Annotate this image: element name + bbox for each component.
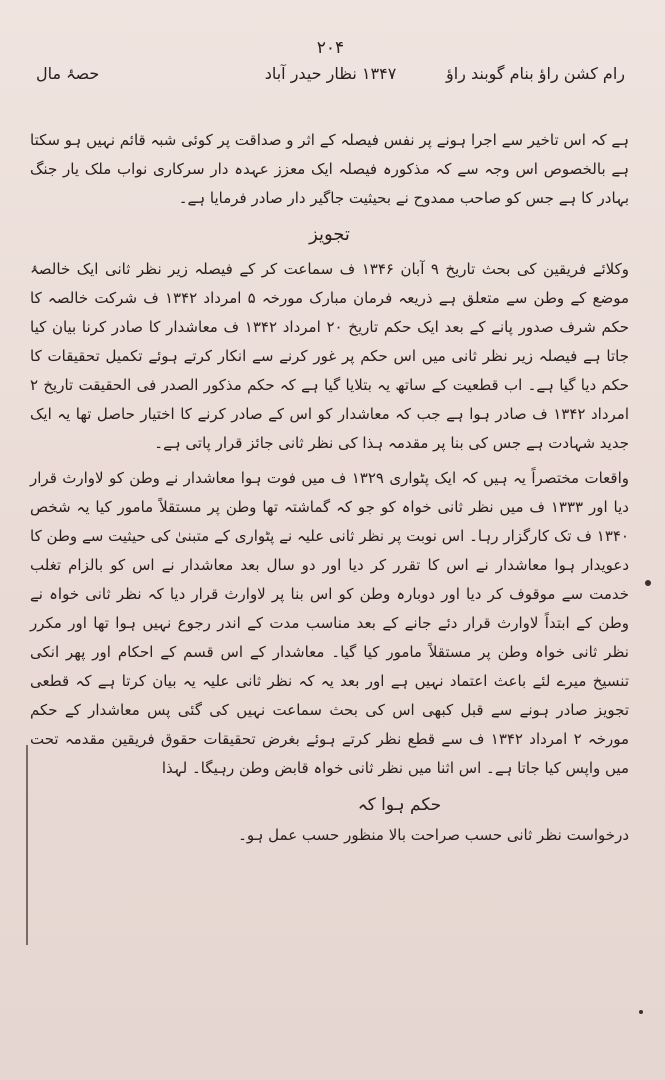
section-heading-judgment: تجویز — [309, 224, 350, 245]
paragraph-intro: ہے کہ اس تاخیر سے اجرا ہونے پر نفس فیصلہ کے اثر و صداقت پر کوئی شبہ قائم نہیں ہو سکتا ہے بالخصوص اس وجہ سے کہ مذکورہ فیصلہ ایک معزز عہدہ دار سرکاری نواب ملک یار جنگ بہادر کا ہے جس کو صاحب ممدوح نے بحیثیت جاگیر دار صادر فرمایا ہے۔ — [30, 131, 629, 207]
document-body — [30, 126, 629, 1050]
paragraph-arguments: وکلائے فریقین کی بحث تاریخ ۹ آبان ۱۳۴۶ ف سماعت کر کے فیصلہ زیر نظر ثانی ایک خالصۂ موضع کے وطن سے متعلق ہے ذریعہ فرمان مبارک مورخہ ۵ امرداد ۱۳۴۲ ف شرکت خالصہ کا حکم شرف صدور پانے کے بعد ایک حکم تاریخ ۲۰ امرداد ۱۳۴۲ ف معاشدار کا صادر کرنا بیان کیا جاتا ہے فیصلہ زیر نظر ثانی میں اس حکم پر غور کرنے سے انکار کرتے ہوئے تکمیل تحقیقات کا حکم دیا گیا ہے۔ اب قطعیت کے ساتھ یہ بتلایا گیا ہے کہ حکم مذکور الصدر فی الحقیقت تاریخ ۲ امرداد ۱۳۴۲ ف صادر ہوا ہے جب کہ معاشدار کو اس کے صادر کرنے کا اختیار حاصل تھا یہ ایک جدید شہادت ہے جس کی بنا پر مقدمہ ہذا کی نظر ثانی جائز قرار پاتی ہے۔ — [30, 260, 630, 452]
margin-dot — [639, 1010, 643, 1014]
order-heading: حکم ہوا کہ — [357, 795, 442, 815]
header-section-label: حصۂ مال — [36, 64, 100, 83]
page-number: ۲۰۴ — [316, 38, 345, 58]
margin-dot — [645, 580, 651, 586]
header-report-citation: ۱۳۴۷ نظار حیدر آباد — [264, 64, 397, 83]
paragraph-facts: واقعات مختصراً یہ ہیں کہ ایک پٹواری ۱۳۲۹ ف میں فوت ہوا معاشدار نے وطن کو لاوارث قرار دیا اور ۱۳۳۳ ف میں نظر ثانی خواہ کو جو کہ گماشتہ تھا وطن پر مستقلاً مامور کیا یہ شخص ۱۳۴۰ ف تک کارگزار رہا۔ اس نوبت پر نظر ثانی علیہ نے پٹواری کے متبنیٰ کی حیثیت سے وطن کا دعویدار ہوا معاشدار نے اس کا تقرر کر دیا اور دو سال بعد معاشدار نے اس کو بالزام تغلب خدمت سے موقوف کر دیا اور دوبارہ وطن کو اس بنا پر لاوارث قرار دیا کہ نظر ثانی خواہ نے وطن کے ابتداً لاوارث قرار دئے جانے کے بعد مناسب مدت کے اندر رجوع نہیں ہوا تھا اور مکرر نظر ثانی خواہ وطن پر مستقلاً مامور کیا گیا۔ معاشدار کے اس قسم کے احکام اور پھر انکی تنسیخ میرے لئے باعث اعتماد نہیں ہے اور بعد یہ کہ نظر ثانی علیہ یہ بیان کرتا ہے کہ قطعی تجویز صادر ہونے سے قبل کبھی اس کی بحث سماعت نہیں کی گئی پس معاشدار کے حکم مورخہ ۲ امرداد ۱۳۴۲ ف سے قطع نظر کرتے ہوئے بغرض تحقیقات حقوق فریقین مقدمہ تحت میں واپس کیا جاتا ہے۔ اس اثنا میں نظر ثانی خواہ قابض وطن رہیگا۔ لہذا — [30, 469, 630, 777]
margin-bracket — [26, 745, 28, 945]
page-header — [36, 38, 625, 98]
header-case-title: رام کشن راؤ بنام گوبند راؤ — [446, 64, 625, 83]
order-text: درخواست نظر ثانی حسب صراحت بالا منظور حسب عمل ہو۔ — [238, 826, 629, 844]
